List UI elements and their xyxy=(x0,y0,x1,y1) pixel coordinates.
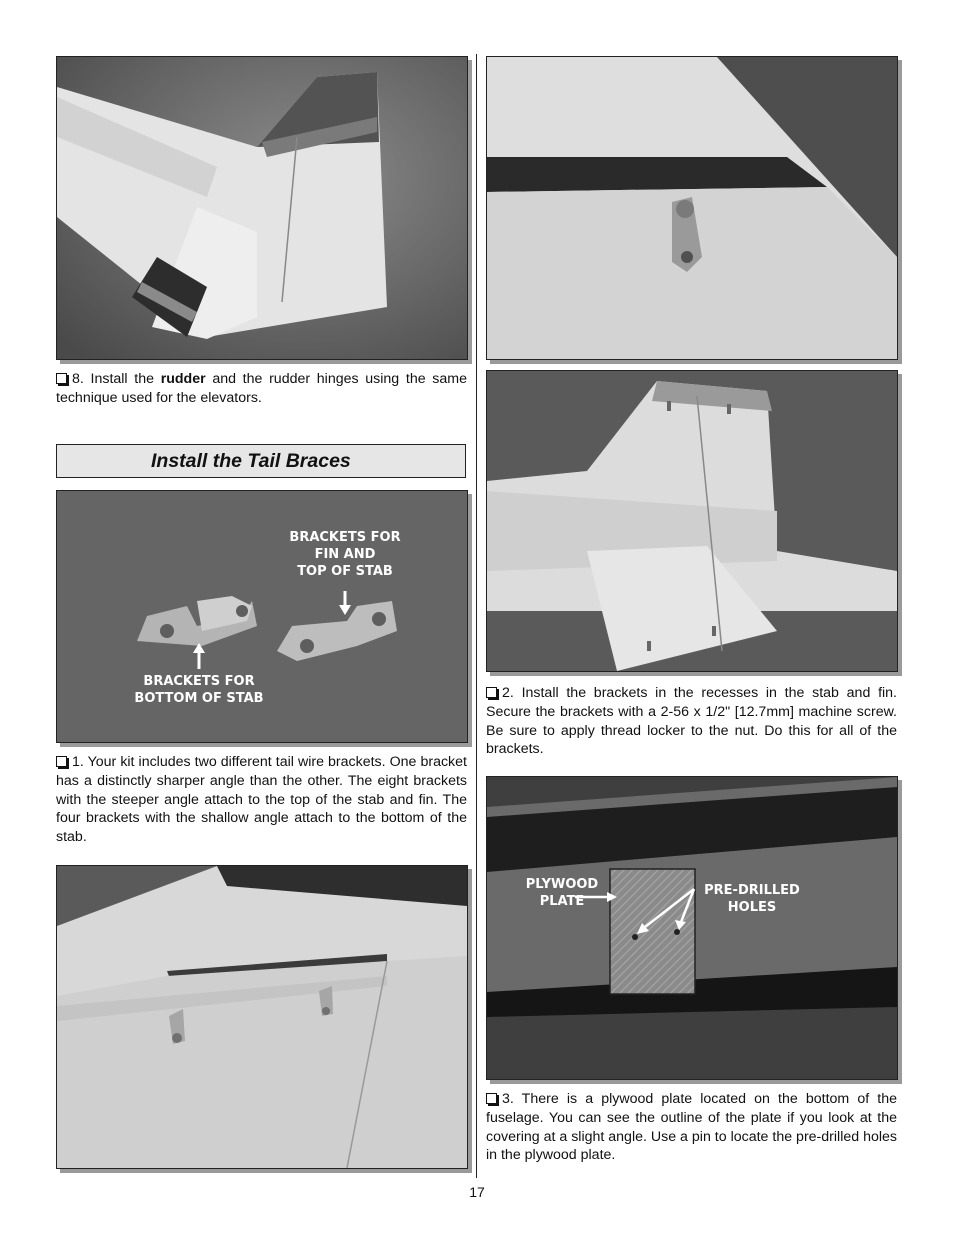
checkbox-icon[interactable] xyxy=(486,1093,497,1104)
label-pre-drilled-2: HOLES xyxy=(727,900,777,915)
photo-bracket-closeup xyxy=(486,56,898,360)
label-brackets-bottom-1: BRACKETS FOR xyxy=(143,674,255,689)
checkbox-icon[interactable] xyxy=(486,687,497,698)
photo-rudder xyxy=(56,56,468,360)
label-plywood-1: PLYWOOD xyxy=(525,877,599,892)
step-2-caption: 2. Install the brackets in the recesses in the stab and fin. Secure the brackets with a 2-56 x 1/2" [12.7mm] machine screw. Be sure to apply thread locker to the nut. Do this for all of the brackets. xyxy=(486,685,897,758)
photo-stab-bracket xyxy=(56,865,468,1169)
section-heading: Install the Tail Braces xyxy=(56,444,466,478)
page-number: 17 xyxy=(469,1184,485,1200)
step-1-caption: 1. Your kit includes two different tail wire brackets. One bracket has a distinctly sharper angle than the other. The eight brackets with the steeper angle attach to the top of the stab and fin. The four brackets with the shallow angle attach to the bottom of the stab. xyxy=(56,754,467,846)
label-brackets-top-1: BRACKETS FOR xyxy=(289,530,401,545)
step-8-caption: 8. Install the rudder and the rudder hinges using the same technique used for the elevators. xyxy=(56,371,467,406)
photo-plywood-plate xyxy=(486,776,898,1080)
checkbox-icon[interactable] xyxy=(56,373,67,384)
checkbox-icon[interactable] xyxy=(56,756,67,767)
label-plywood-2: PLATE xyxy=(539,894,585,909)
label-pre-drilled-1: PRE-DRILLED xyxy=(704,883,800,898)
label-brackets-top-3: TOP OF STAB xyxy=(297,564,393,579)
photo-fin-brackets xyxy=(486,370,898,672)
photo-brackets xyxy=(56,490,468,743)
label-brackets-bottom-2: BOTTOM OF STAB xyxy=(134,691,264,706)
label-brackets-top-2: FIN AND xyxy=(314,547,376,562)
step-3-caption: 3. There is a plywood plate located on the bottom of the fuselage. You can see the outline of the plate if you look at the covering at a slight angle. Use a pin to locate the pre-drilled holes in the plywood plate. xyxy=(486,1091,897,1164)
column-divider xyxy=(476,54,477,1178)
